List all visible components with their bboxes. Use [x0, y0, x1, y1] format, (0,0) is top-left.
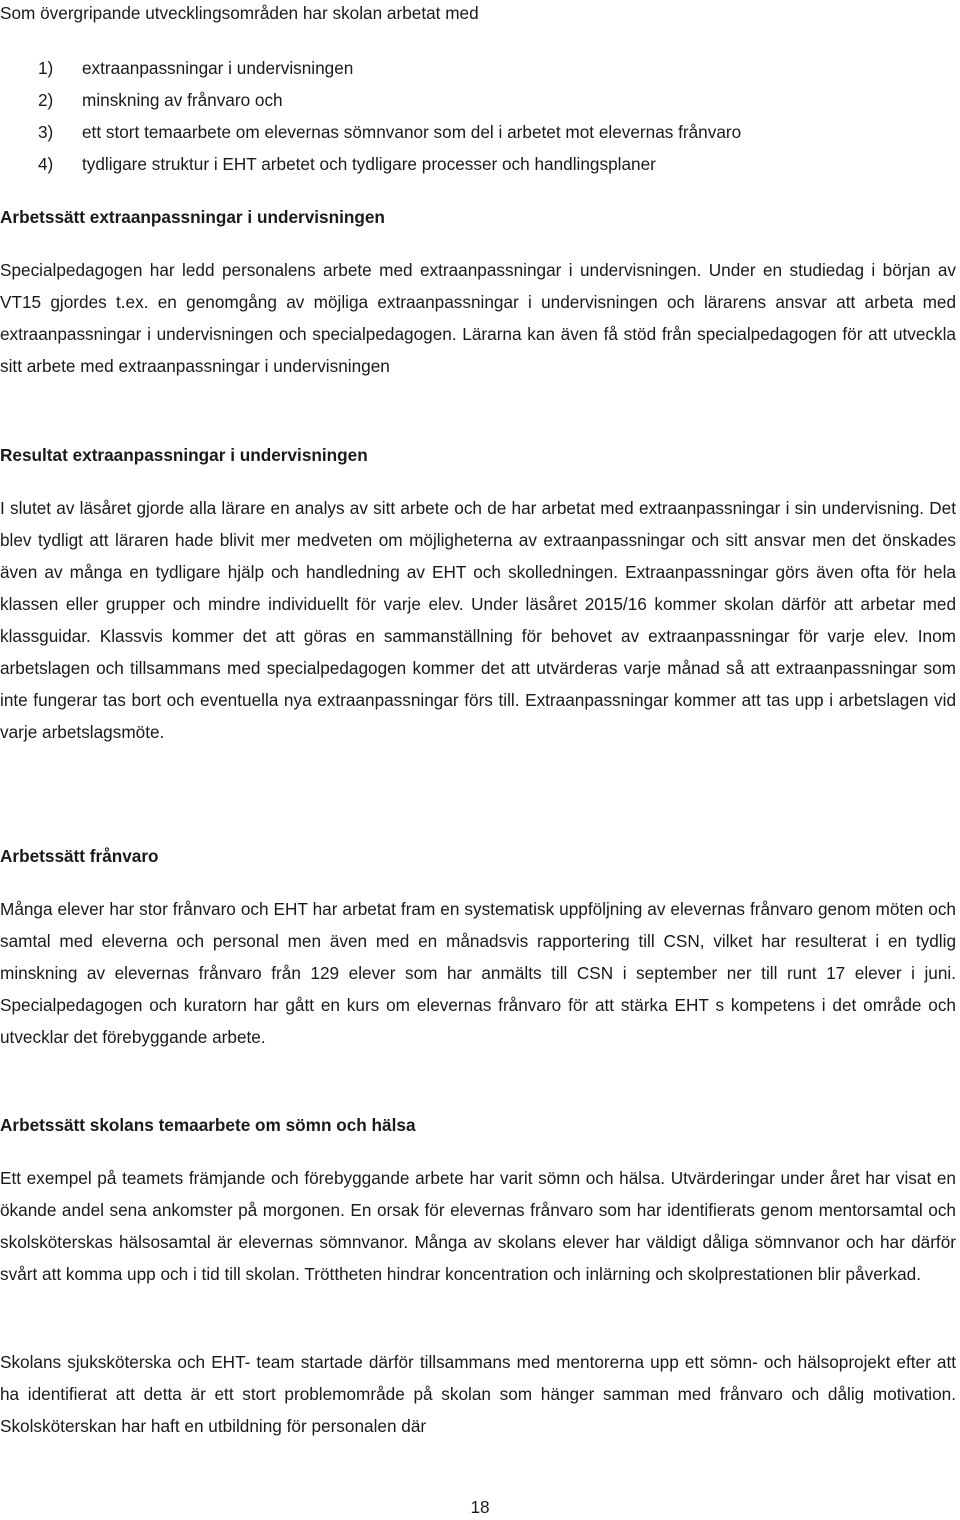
section-heading-franvaro: Arbetssätt frånvaro: [0, 846, 159, 866]
page-number: 18: [470, 1497, 490, 1517]
list-item: [38, 52, 741, 84]
list-item-text: extraanpassningar i undervisningen: [82, 58, 354, 78]
list-item: [38, 116, 741, 148]
section-body-extra-arbetssatt: Specialpedagogen har ledd personalens arbete med extraanpassningar i undervisningen. Under en studiedag i början av VT15 gjordes t.ex. en genomgång av möjliga extraanpassningar i undervisningen och lärarens ansvar att arbeta med extraanpassningar i undervisningen och specialpedagogen. Lärarna kan även få stöd från specialpedagogen för att utveckla sitt arbete med extraanpassningar i undervisningen: [0, 260, 956, 376]
list-item-text: minskning av frånvaro och: [82, 90, 283, 110]
intro-text: Som övergripande utvecklingsområden har skolan arbetat med: [0, 3, 479, 23]
section-body-somn-2: Skolans sjuksköterska och EHT- team startade därför tillsammans med mentorerna upp ett sömn- och hälsoprojekt efter att ha identifierat att detta är ett stort problemområde på skolan som hänger samman med frånvaro och dålig motivation. Skolsköterskan har haft en utbildning för personalen där: [0, 1352, 956, 1436]
section-body-extra-resultat: I slutet av läsåret gjorde alla lärare en analys av sitt arbete och de har arbetat med extraanpassningar i sin undervisning. Det blev tydligt att läraren hade blivit mer medveten om möjligheterna av extraanpassningar och sitt ansvar men det önskades även av många en tydligare hjälp och handledning av EHT och skolledningen. Extraanpassningar görs även ofta för hela klassen eller grupper och mindre individuellt för varje elev. Under läsåret 2015/16 kommer skolan därför att arbetar med klassguidar. Klassvis kommer det att göras en sammanställning för behovet av extraanpassningar för varje elev. Inom arbetslagen och tillsammans med specialpedagogen kommer det att utvärderas varje månad så att extraanpassningar som inte fungerar tas bort och eventuella nya extraanpassningar förs till. Extraanpassningar kommer att tas upp i arbetslagen vid varje arbetslagsmöte.: [0, 498, 956, 742]
list-item-number: 2): [38, 90, 54, 110]
list-item-number: 4): [38, 154, 54, 174]
section-body-franvaro: Många elever har stor frånvaro och EHT har arbetat fram en systematisk uppföljning av elevernas frånvaro genom möten och samtal med eleverna och personal men även med en månadsvis rapportering till CSN, vilket har resulterat i en tydlig minskning av elevernas frånvaro från 129 elever som har anmälts till CSN i september ner till runt 17 elever i juni. Specialpedagogen och kuratorn har gått en kurs om elevernas frånvaro för att stärka EHT s kompetens i det område och utvecklar det förebyggande arbete.: [0, 899, 956, 1047]
section-heading-extra-resultat: Resultat extraanpassningar i undervisningen: [0, 445, 368, 465]
section-heading-extra-arbetssatt: Arbetssätt extraanpassningar i undervisningen: [0, 207, 385, 227]
list-item-text: tydligare struktur i EHT arbetet och tydligare processer och handlingsplaner: [82, 154, 656, 174]
list-item-number: 1): [38, 58, 54, 78]
list-item-text: ett stort temaarbete om elevernas sömnvanor som del i arbetet mot elevernas frånvaro: [82, 122, 742, 142]
list-item-number: 3): [38, 122, 54, 142]
list-item: [38, 84, 741, 116]
section-body-somn: Ett exempel på teamets främjande och förebyggande arbete har varit sömn och hälsa. Utvärderingar under året har visat en ökande andel sena ankomster på morgonen. En orsak för elevernas frånvaro som har identifierats genom mentorsamtal och skolsköterskas hälsosamtal är elevernas sömnvanor. Många av skolans elever har väldigt dåliga sömnvanor och har därför svårt att komma upp och i tid till skolan. Tröttheten hindrar koncentration och inlärning och skolprestationen blir påverkad.: [0, 1168, 956, 1284]
list-item: [38, 148, 741, 180]
section-heading-somn: Arbetssätt skolans temaarbete om sömn och hälsa: [0, 1115, 416, 1135]
development-areas-list: [38, 52, 741, 180]
